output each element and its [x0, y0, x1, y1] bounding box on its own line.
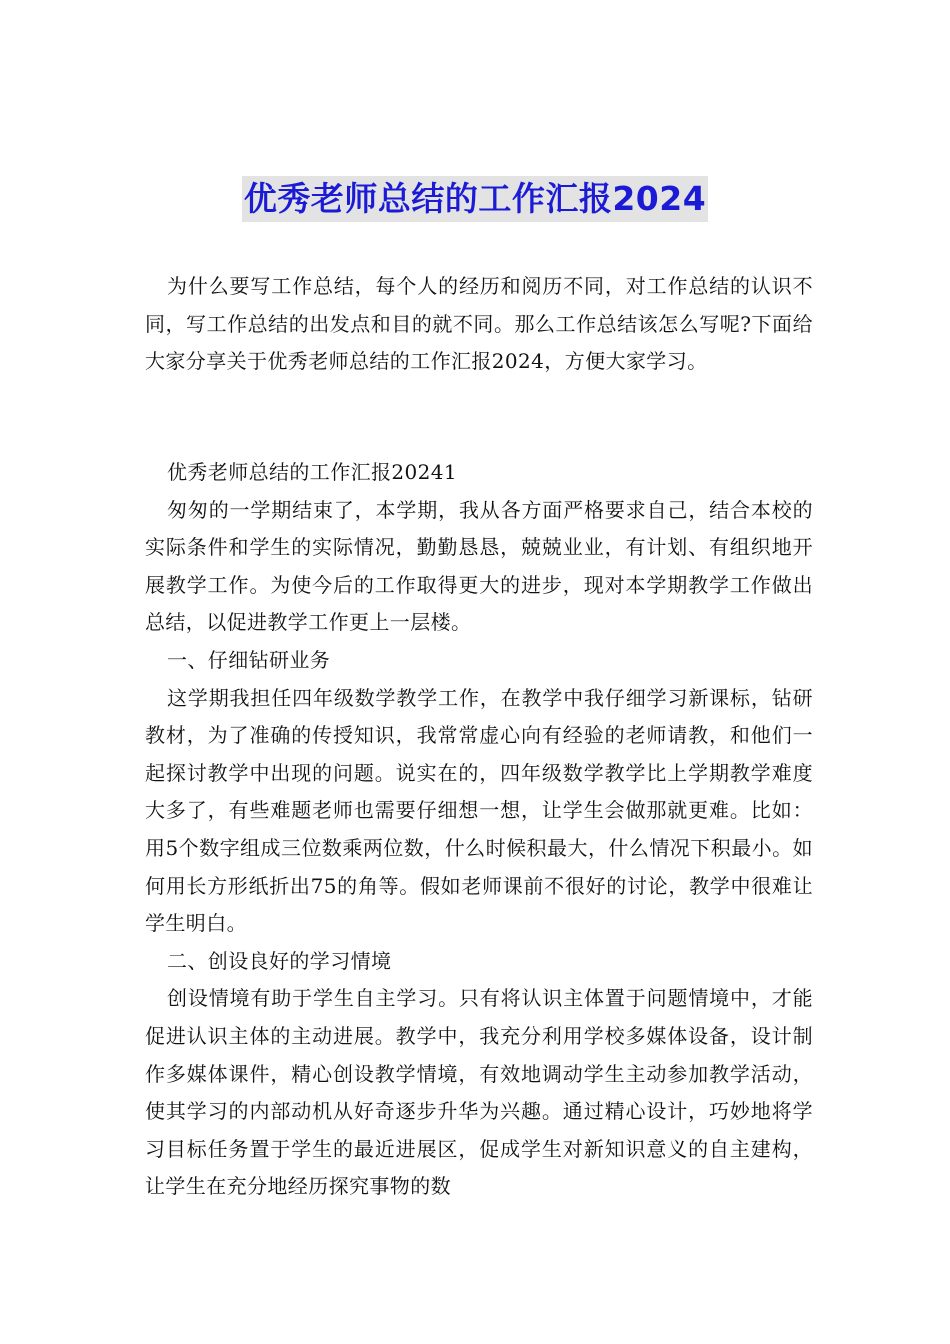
heading-2: 二、创设良好的学习情境 [167, 948, 392, 973]
title-container [0, 176, 950, 222]
main-content [145, 454, 813, 1206]
paragraph-1: 匆匆的一学期结束了，本学期，我从各方面严格要求自己，结合本校的实际条件和学生的实际情况，勤勤恳恳，兢兢业业，有计划、有组织地开展教学工作。为使今后的工作取得更大的进步，现对本学期教学工作做出总结，以促进教学工作更上一层楼。 [145, 497, 813, 635]
paragraph-3: 创设情境有助于学生自主学习。只有将认识主体置于问题情境中，才能促进认识主体的主动进展。教学中，我充分利用学校多媒体设备，设计制作多媒体课件，精心创设教学情境，有效地调动学生主动参加教学活动，使其学习的内部动机从好奇逐步升华为兴趣。通过精心设计，巧妙地将学习目标任务置于学生的最近进展区，促成学生对新知识意义的自主建构，让学生在充分地经历探究事物的数 [145, 986, 813, 1199]
intro-block [145, 268, 813, 381]
paragraph-2: 这学期我担任四年级数学教学工作，在教学中我仔细学习新课标，钻研教材，为了准确的传授知识，我常常虚心向有经验的老师请教，和他们一起探讨教学中出现的问题。说实在的，四年级数学教学比上学期教学难度大多了，有些难题老师也需要仔细想一想，让学生会做那就更难。比如：用5个数字组成三位数乘两位数，什么时候积最大，什么情况下积最小。如何用长方形纸折出75的角等。假如老师课前不很好的讨论，教学中很难让学生明白。 [145, 685, 813, 936]
heading-1: 一、仔细钻研业务 [167, 647, 331, 672]
section-title: 优秀老师总结的工作汇报20241 [167, 460, 458, 484]
document-title: 优秀老师总结的工作汇报2024 [242, 176, 708, 222]
intro-paragraph: 为什么要写工作总结，每个人的经历和阅历不同，对工作总结的认识不同，写工作总结的出发点和目的就不同。那么工作总结该怎么写呢?下面给大家分享关于优秀老师总结的工作汇报2024，方便大家学习。 [145, 274, 813, 374]
